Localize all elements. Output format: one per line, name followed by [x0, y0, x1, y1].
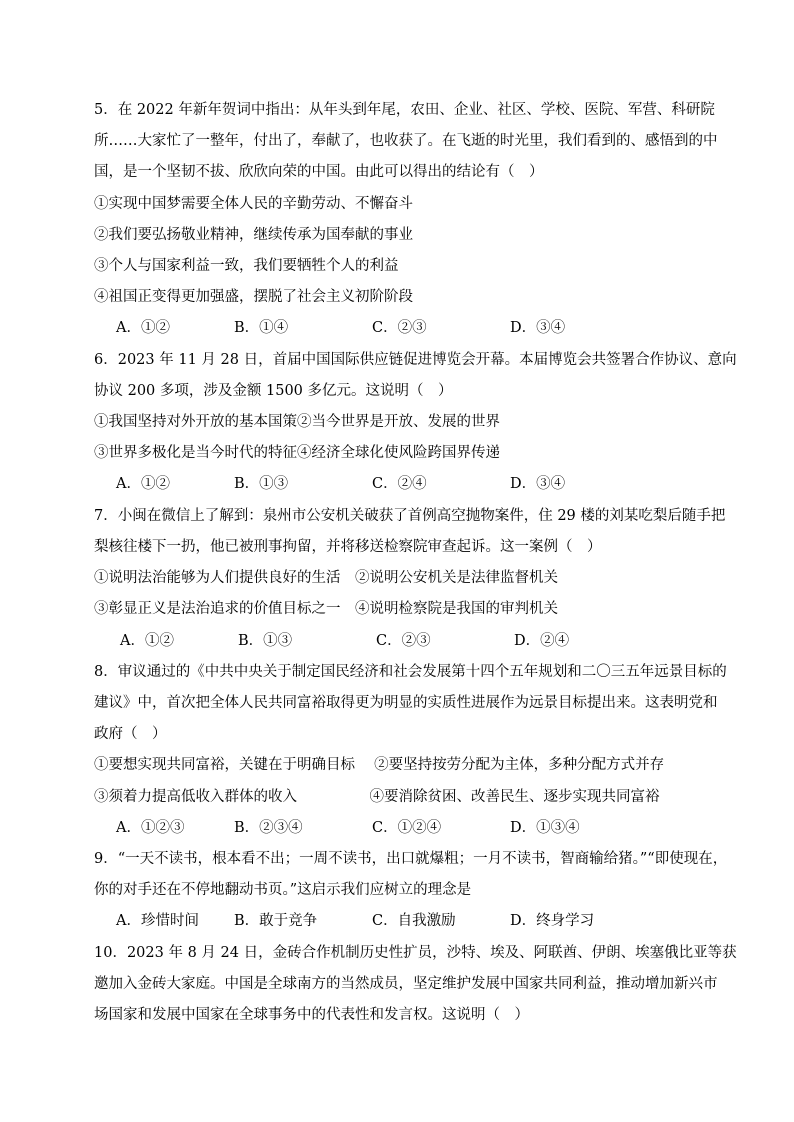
option-d[interactable]: D．③④ — [510, 320, 566, 336]
question-6-stem-line-2: 协议 200 多项，涉及金额 1500 多亿元。这说明（ ） — [94, 383, 453, 399]
question-6-stem-line-1: 6．2023 年 11 月 28 日，首届中国国际供应链促进博览会开幕。本届博览会共签署合作协议、意向 — [94, 352, 737, 368]
question-9-stem-line-1: 9．“一天不读书，根本看不出；一周不读书，出口就爆粗；一月不读书，智商输给猪。”“即使现在， — [94, 851, 728, 867]
question-7-stem-line-2: 梨核往楼下一扔，他已被刑事拘留，并将移送检察院审查起诉。这一案例（ ） — [94, 539, 602, 555]
option-a[interactable]: A．①②③ — [116, 820, 185, 836]
option-b[interactable]: B．①③ — [238, 633, 293, 649]
question-5-options — [116, 318, 596, 338]
option-a[interactable]: A．①② — [120, 633, 174, 649]
question-5-statement-1: ①实现中国梦需要全体人民的辛勤劳动、不懈奋斗 — [94, 196, 413, 212]
question-6-options — [116, 474, 596, 494]
option-d[interactable]: D．②④ — [514, 633, 570, 649]
question-5-statement-2: ②我们要弘扬敬业精神，继续传承为国奉献的事业 — [94, 227, 413, 243]
option-c[interactable]: C．②③ — [376, 633, 431, 649]
question-9-options — [116, 911, 596, 931]
question-10-stem-line-2: 邀加入金砖大家庭。中国是全球南方的当然成员，坚定维护发展中国家共同利益，推动增加新兴市 — [94, 976, 718, 992]
question-8-stem-line-1: 8．审议通过的《中共中央关于制定国民经济和社会发展第十四个五年规划和二〇三五年远景目标的 — [94, 664, 727, 680]
option-b[interactable]: B．①④ — [234, 320, 289, 336]
question-5-statement-4: ④祖国正变得更加强盛，摆脱了社会主义初阶阶段 — [94, 289, 413, 305]
option-c[interactable]: C．自我激励 — [372, 913, 456, 929]
option-c[interactable]: C．②③ — [372, 320, 427, 336]
question-9-stem-line-2: 你的对手还在不停地翻动书页。”这启示我们应树立的理念是 — [94, 882, 472, 898]
option-a[interactable]: A．①② — [116, 476, 170, 492]
question-7-stem-line-1: 7．小闽在微信上了解到：泉州市公安机关破获了首例高空抛物案件，住 29 楼的刘某吃梨后随手把 — [94, 508, 726, 524]
option-b[interactable]: B．敢于竞争 — [234, 913, 318, 929]
question-6-statements-1-2: ①我国坚持对外开放的基本国策②当今世界是开放、发展的世界 — [94, 414, 500, 430]
question-8-options — [116, 818, 596, 838]
question-5-stem-line-1: 5．在 2022 年新年贺词中指出：从年头到年尾，农田、企业、社区、学校、医院、军营、科研院 — [94, 102, 715, 118]
question-7-statements-3-4: ③彰显正义是法治追求的价值目标之一 ④说明检察院是我国的审判机关 — [94, 601, 558, 617]
question-6-statements-3-4: ③世界多极化是当今时代的特征④经济全球化使风险跨国界传递 — [94, 445, 500, 461]
question-5-stem-line-3: 国，是一个坚韧不拔、欣欣向荣的中国。由此可以得出的结论有（ ） — [94, 164, 544, 180]
question-10-stem-line-3: 场国家和发展中国家在全球事务中的代表性和发言权。这说明（ ） — [94, 1007, 529, 1023]
option-d[interactable]: D．①③④ — [510, 820, 580, 836]
question-5-stem-line-2: 所……大家忙了一整年，付出了，奉献了，也收获了。在飞逝的时光里，我们看到的、感悟到的中 — [94, 133, 718, 149]
question-8-stem-line-2: 建议》中，首次把全体人民共同富裕取得更为明显的实质性进展作为远景目标提出来。这表明党和 — [94, 695, 718, 711]
question-8-statements-3-4: ③须着力提高低收入群体的收入 ④要消除贫困、改善民生、逐步实现共同富裕 — [94, 789, 660, 805]
question-7-options — [120, 631, 600, 651]
option-c[interactable]: C．①②④ — [372, 820, 442, 836]
option-d[interactable]: D．③④ — [510, 476, 566, 492]
option-b[interactable]: B．①③ — [234, 476, 289, 492]
option-d[interactable]: D．终身学习 — [510, 913, 595, 929]
question-8-stem-line-3: 政府（ ） — [94, 726, 167, 742]
question-10-stem-line-1: 10．2023 年 8 月 24 日，金砖合作机制历史性扩员，沙特、埃及、阿联酋、伊朗、埃塞俄比亚等获 — [94, 945, 737, 961]
question-7-statements-1-2: ①说明法治能够为人们提供良好的生活 ②说明公安机关是法律监督机关 — [94, 570, 558, 586]
option-a[interactable]: A．①② — [116, 320, 170, 336]
option-c[interactable]: C．②④ — [372, 476, 427, 492]
option-b[interactable]: B．②③④ — [234, 820, 303, 836]
option-a[interactable]: A．珍惜时间 — [116, 913, 199, 929]
question-5-statement-3: ③个人与国家利益一致，我们要牺牲个人的利益 — [94, 258, 399, 274]
question-8-statements-1-2: ①要想实现共同富裕，关键在于明确目标 ②要坚持按劳分配为主体，多种分配方式并存 — [94, 757, 665, 773]
